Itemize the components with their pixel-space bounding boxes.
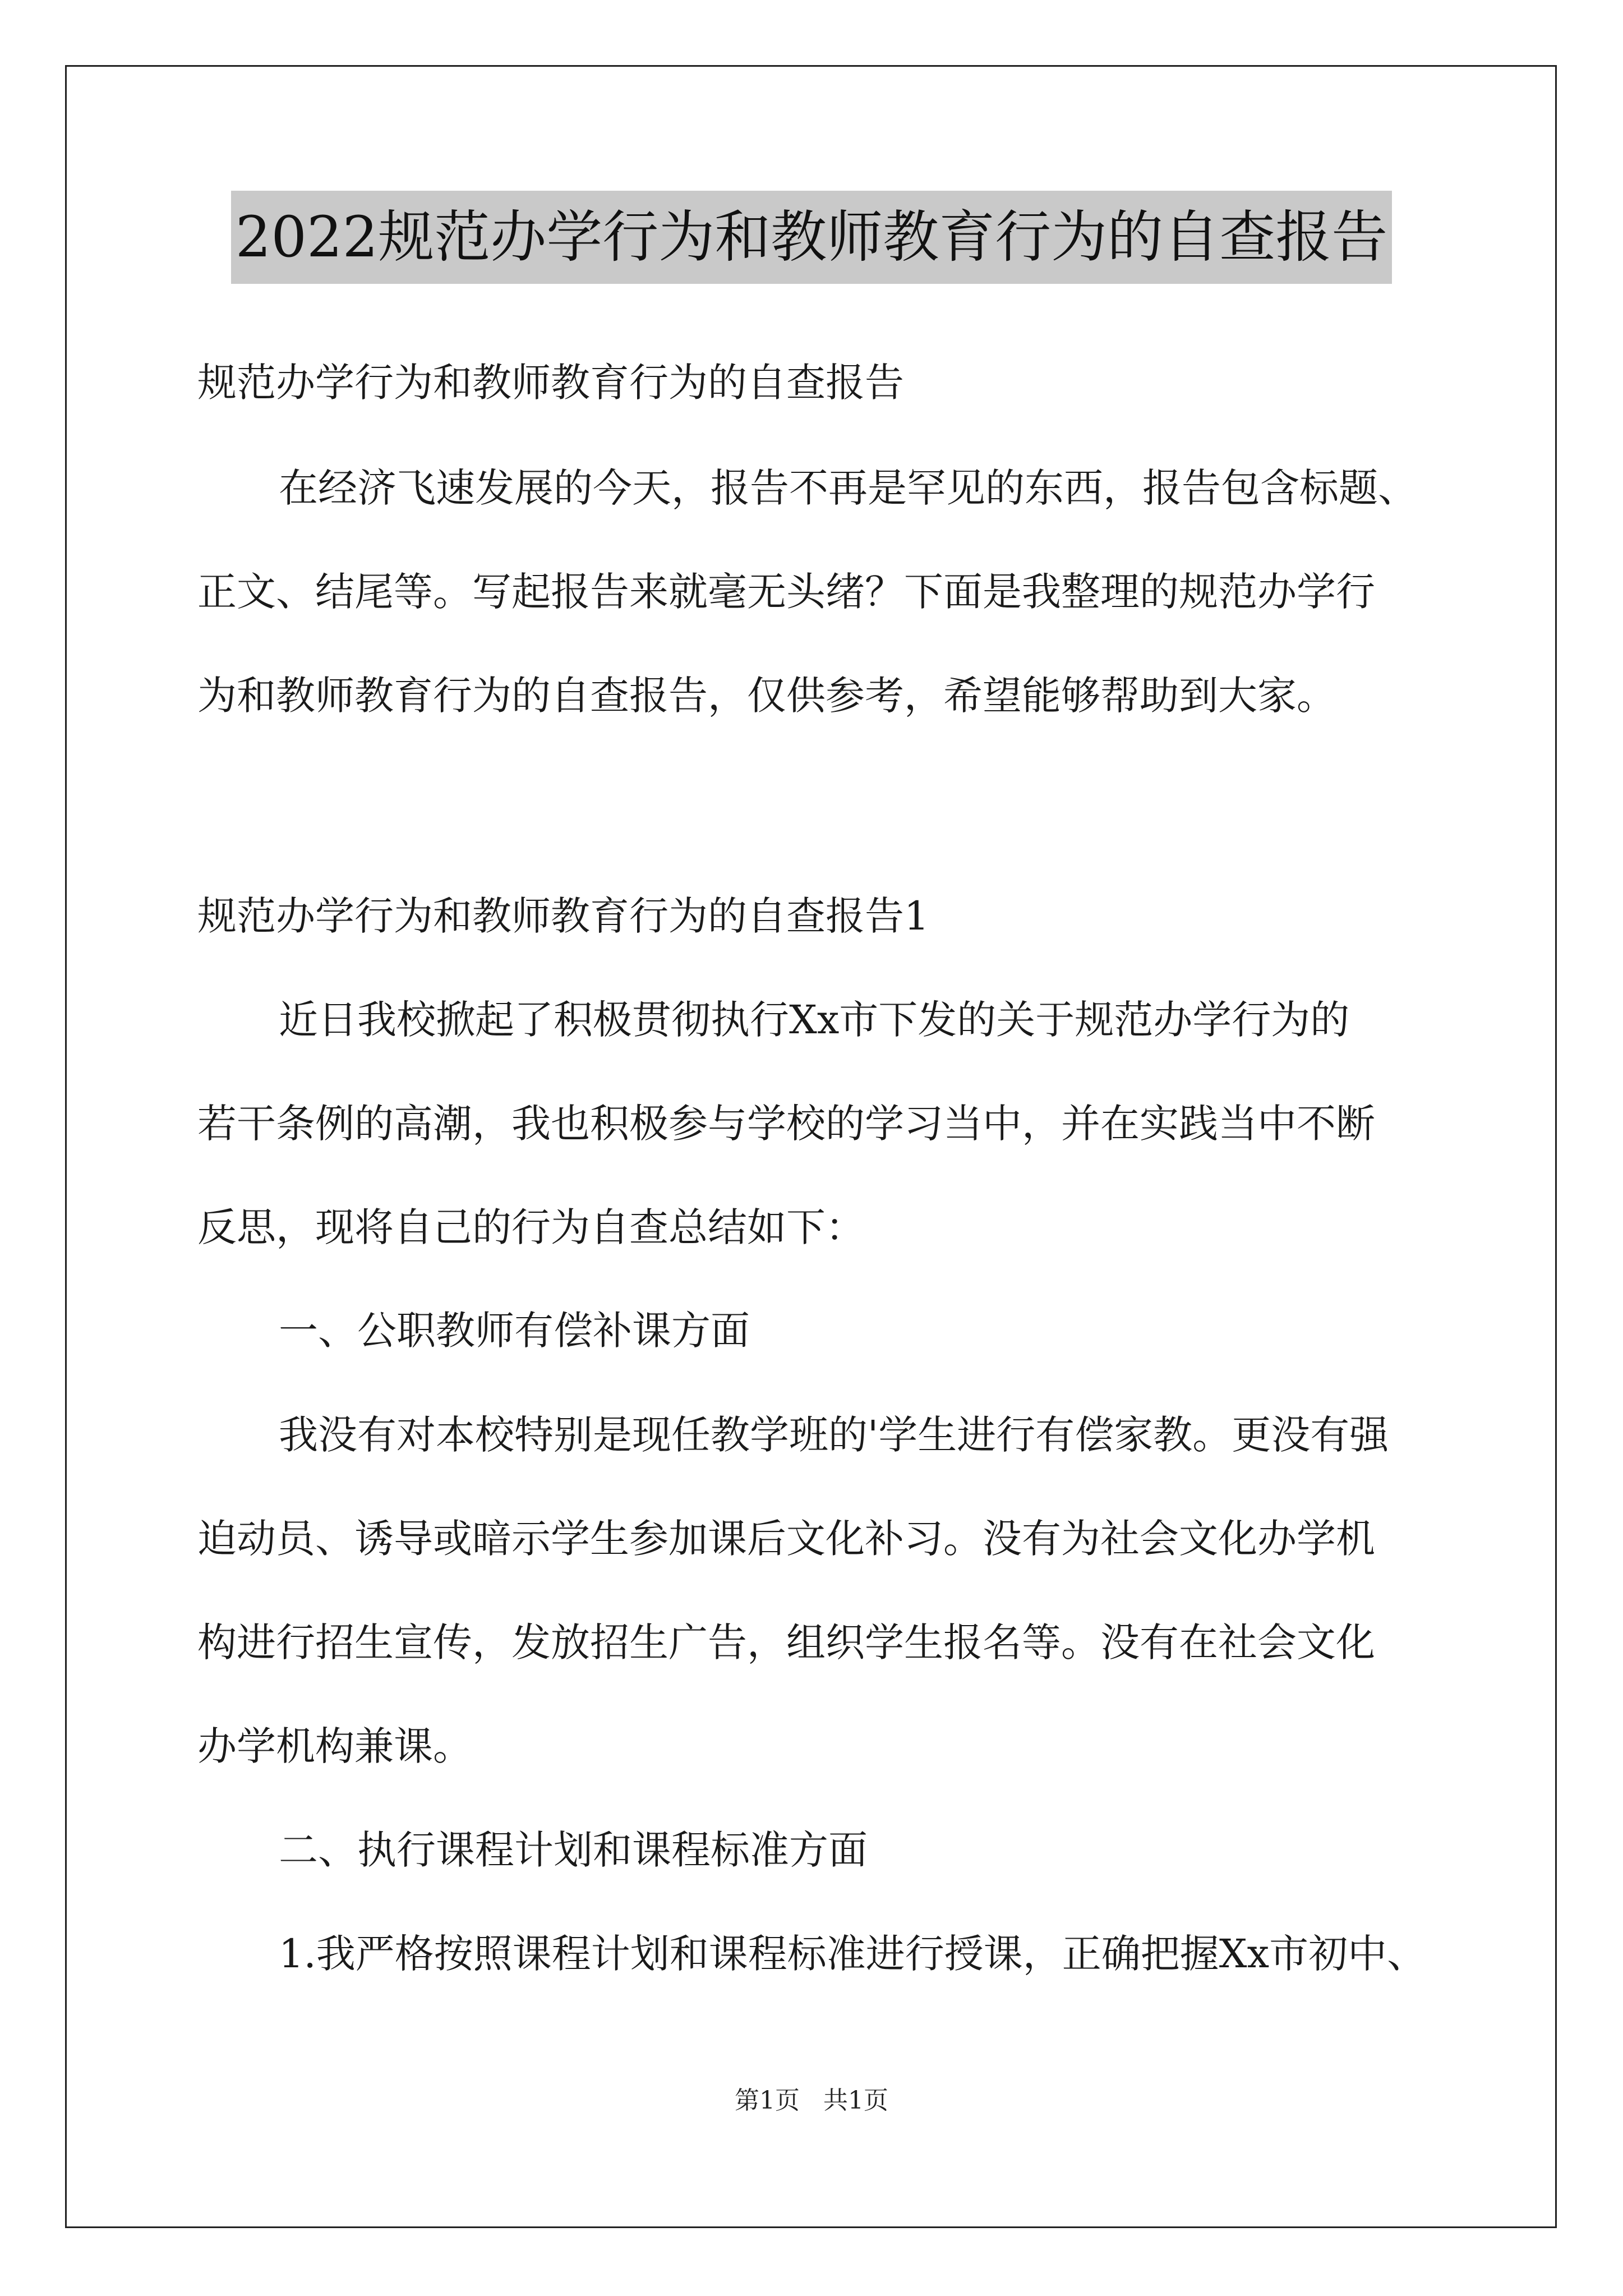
subtitle-line: 规范办学行为和教师教育行为的自查报告 (197, 360, 904, 406)
paragraph-line: 办学机构兼课。 (197, 1723, 472, 1769)
paragraph-line: 为和教师教育行为的自查报告，仅供参考，希望能够帮助到大家。 (197, 673, 1336, 719)
title-container (0, 191, 1623, 284)
document-title: 2022规范办学行为和教师教育行为的自查报告 (231, 191, 1393, 284)
paragraph-line: 迫动员、诱导或暗示学生参加课后文化补习。没有为社会文化办学机 (197, 1516, 1375, 1562)
paragraph-line: 1.我严格按照课程计划和课程标准进行授课，正确把握Xx市初中、 (279, 1931, 1427, 1977)
paragraph-line: 我没有对本校特别是现任教学班的'学生进行有偿家教。更没有强 (279, 1412, 1389, 1458)
paragraph-line: 若干条例的高潮，我也积极参与学校的学习当中，并在实践当中不断 (197, 1101, 1375, 1147)
paragraph-line: 近日我校掀起了积极贯彻执行Xx市下发的关于规范办学行为的 (279, 997, 1350, 1043)
subsection-heading: 一、公职教师有偿补课方面 (279, 1308, 750, 1354)
paragraph-line: 在经济飞速发展的今天，报告不再是罕见的东西，报告包含标题、 (279, 465, 1417, 511)
section-heading: 规范办学行为和教师教育行为的自查报告1 (197, 893, 929, 939)
paragraph-line: 反思，现将自己的行为自查总结如下： (197, 1204, 865, 1250)
paragraph-line: 构进行招生宣传，发放招生广告，组织学生报名等。没有在社会文化 (197, 1619, 1375, 1665)
subsection-heading: 二、执行课程计划和课程标准方面 (279, 1827, 868, 1873)
page-footer: 第1页 共1页 (735, 2086, 888, 2115)
paragraph-line: 正文、结尾等。写起报告来就毫无头绪？下面是我整理的规范办学行 (197, 569, 1375, 615)
